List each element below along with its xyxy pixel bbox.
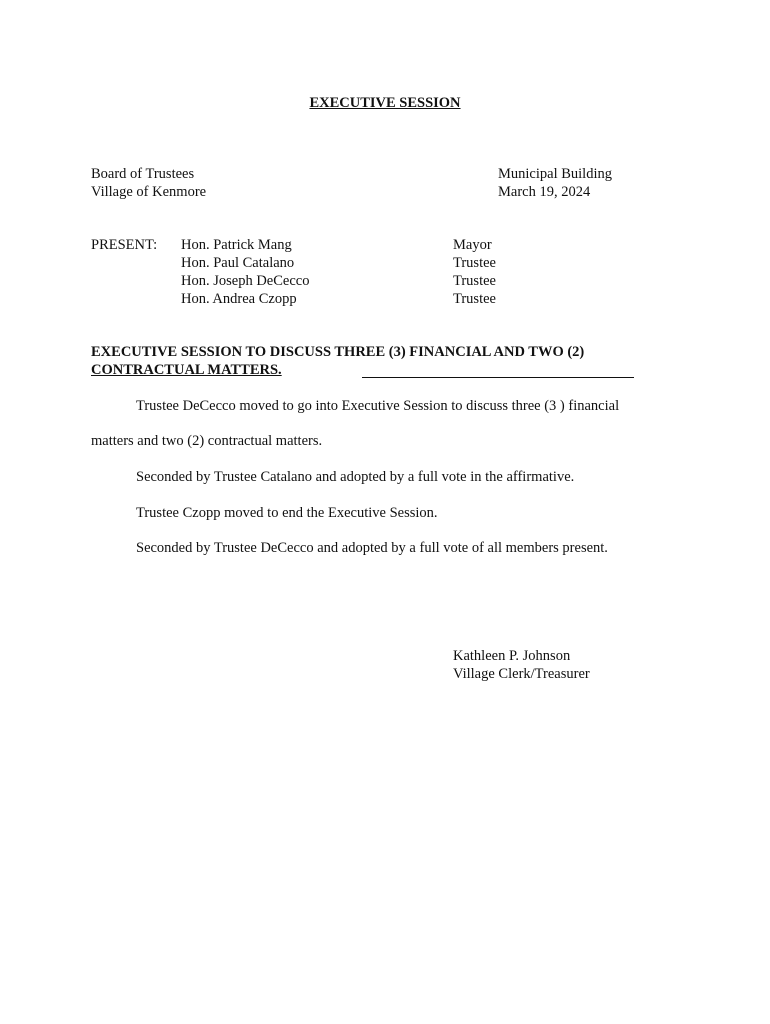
- paragraph-motion-close: Trustee Czopp moved to end the Executive Session.: [136, 505, 438, 521]
- attendee-role: Trustee: [453, 291, 496, 307]
- paragraph-second-open: Seconded by Trustee Catalano and adopted by a full vote in the affirmative.: [136, 469, 575, 485]
- header-right-line-2: March 19, 2024: [498, 184, 591, 200]
- attendee-role: Trustee: [453, 273, 496, 289]
- attendee-name: Hon. Andrea Czopp: [181, 291, 297, 307]
- attendee-role: Trustee: [453, 255, 496, 271]
- paragraph-motion-open-line-2: matters and two (2) contractual matters.: [91, 433, 323, 449]
- section-heading-line-1: EXECUTIVE SESSION TO DISCUSS THREE (3) FINANCIAL AND TWO (2): [91, 344, 585, 360]
- header-right-line-1: Municipal Building: [498, 166, 612, 182]
- attendee-name: Hon. Paul Catalano: [181, 255, 295, 271]
- section-heading-line-2: CONTRACTUAL MATTERS.: [91, 362, 282, 378]
- signature-name: Kathleen P. Johnson: [453, 648, 571, 664]
- paragraph-second-close: Seconded by Trustee DeCecco and adopted by a full vote of all members present.: [136, 540, 608, 556]
- present-label: PRESENT:: [91, 237, 158, 253]
- attendee-name: Hon. Patrick Mang: [181, 237, 292, 253]
- document-title: EXECUTIVE SESSION: [309, 95, 461, 111]
- attendee-role: Mayor: [453, 237, 492, 253]
- header-left-line-2: Village of Kenmore: [91, 184, 207, 200]
- signature-title: Village Clerk/Treasurer: [453, 666, 590, 682]
- header-left-line-1: Board of Trustees: [91, 166, 195, 182]
- paragraph-motion-open-line-1: Trustee DeCecco moved to go into Executive Session to discuss three (3 ) financial: [136, 398, 620, 414]
- heading-underline-rule: [362, 377, 634, 378]
- attendee-name: Hon. Joseph DeCecco: [181, 273, 310, 289]
